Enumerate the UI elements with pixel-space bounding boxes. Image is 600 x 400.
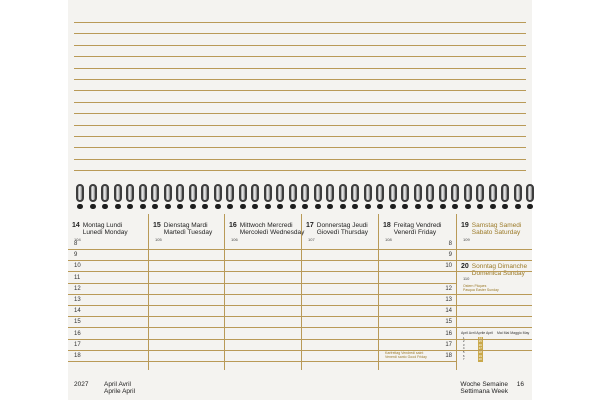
calendar-cell: 14 — [478, 335, 482, 340]
day-column-monday — [68, 214, 148, 370]
day-name-line1: Sonntag Dimanche — [471, 263, 528, 270]
spiral-ring — [126, 184, 134, 210]
day-header — [72, 222, 146, 236]
hour-label: 17 — [74, 341, 81, 348]
hour-line — [225, 327, 301, 328]
ring-wire — [139, 184, 147, 202]
day-of-year: 105 — [155, 237, 162, 242]
hour-line — [149, 327, 224, 328]
hour-line — [149, 339, 224, 340]
footer-week-label — [460, 381, 508, 395]
day-column-wednesday — [224, 214, 305, 370]
holiday-note — [385, 351, 427, 359]
hour-label: 15 — [445, 319, 452, 326]
hour-line — [68, 361, 148, 362]
day-of-year: 104 — [74, 237, 81, 242]
hour-line — [457, 316, 532, 317]
ring-wire — [501, 184, 509, 202]
day-of-year: 107 — [308, 237, 315, 242]
ring-wire — [114, 184, 122, 202]
hour-line — [457, 294, 532, 295]
hour-line — [68, 316, 148, 317]
day-header — [383, 222, 454, 236]
day-name-line1: Freitag Vendredi — [393, 222, 442, 229]
ring-hole — [177, 204, 183, 209]
ring-wire — [226, 184, 234, 202]
hour-line — [149, 283, 224, 284]
hour-line — [68, 271, 148, 272]
spiral-ring — [376, 184, 384, 210]
hour-label: 13 — [74, 297, 81, 303]
hour-line — [225, 294, 301, 295]
ring-wire — [201, 184, 209, 202]
ring-hole — [390, 204, 396, 209]
note-line — [74, 125, 526, 126]
ring-hole — [515, 204, 521, 209]
day-header — [306, 222, 376, 236]
hour-line — [149, 361, 224, 362]
weekly-planner-grid — [68, 214, 532, 370]
hour-line — [149, 271, 224, 272]
ring-hole — [340, 204, 346, 209]
hour-line — [302, 316, 378, 317]
ring-hole — [140, 204, 146, 209]
ring-hole — [315, 204, 321, 209]
ring-wire — [251, 184, 259, 202]
day-name-line1: Dienstag Mardi — [163, 222, 208, 229]
hour-line — [68, 350, 148, 351]
day-of-year: 109 — [463, 237, 470, 242]
ring-hole — [440, 204, 446, 209]
ring-wire — [351, 184, 359, 202]
hour-line — [302, 283, 378, 284]
hour-line — [302, 327, 378, 328]
day-name-line2: Giovedì Thursday — [316, 229, 368, 236]
day-name-line2: Martedì Tuesday — [163, 229, 213, 236]
hour-label: 17 — [445, 341, 452, 348]
day-column-tuesday — [148, 214, 224, 370]
hour-line — [68, 249, 148, 250]
hour-line — [302, 339, 378, 340]
holiday-line1: Ostern Pâques — [463, 284, 487, 288]
notes-lined-area — [68, 0, 532, 180]
ring-wire — [476, 184, 484, 202]
ring-wire — [301, 184, 309, 202]
note-line — [74, 33, 526, 34]
note-line — [74, 147, 526, 148]
spiral-ring — [164, 184, 172, 210]
hour-label: 16 — [74, 330, 81, 337]
hour-line — [149, 294, 224, 295]
day-number: 19 — [461, 222, 469, 229]
ring-wire — [126, 184, 134, 202]
ring-hole — [265, 204, 271, 209]
day-name-line2: Domenica Sunday — [471, 270, 525, 277]
hour-line — [379, 350, 456, 351]
weekend-column — [456, 214, 532, 370]
footer-year: 2027 — [74, 381, 89, 388]
spiral-ring — [139, 184, 147, 210]
hour-line — [225, 350, 301, 351]
hour-line — [457, 350, 532, 351]
spiral-ring — [501, 184, 509, 210]
calendar-cell: 15 — [478, 339, 482, 344]
sunday-header — [461, 263, 527, 277]
calendar-cell: 19 — [478, 353, 482, 358]
hour-line — [379, 283, 456, 284]
hour-line — [457, 260, 532, 261]
spiral-ring — [451, 184, 459, 210]
ring-wire — [276, 184, 284, 202]
hour-label: 8 — [74, 241, 78, 247]
ring-wire — [176, 184, 184, 202]
hour-line — [302, 271, 378, 272]
ring-hole — [165, 204, 171, 209]
day-column-thursday — [301, 214, 378, 370]
ring-wire — [514, 184, 522, 202]
spiral-ring — [276, 184, 284, 210]
hour-line — [225, 305, 301, 306]
page-footer — [68, 378, 532, 400]
day-number: 14 — [72, 222, 80, 229]
ring-hole — [302, 204, 308, 209]
hour-line — [225, 271, 301, 272]
hour-line — [457, 271, 532, 272]
hour-line — [302, 249, 378, 250]
hour-line — [225, 339, 301, 340]
spiral-ring — [426, 184, 434, 210]
hour-label: 14 — [445, 308, 452, 315]
ring-hole — [127, 204, 133, 209]
calendar-cell: 7 — [462, 357, 465, 362]
spiral-ring — [301, 184, 309, 210]
hour-line — [68, 283, 148, 284]
hour-label: 11 — [74, 274, 81, 281]
note-line — [74, 68, 526, 69]
ring-hole — [402, 204, 408, 209]
day-number: 15 — [153, 222, 161, 229]
hour-line — [379, 361, 456, 362]
day-name-line2: Mercoledì Wednesday — [239, 229, 305, 236]
spiral-ring — [476, 184, 484, 210]
hour-line — [379, 260, 456, 261]
hour-line — [149, 249, 224, 250]
hour-label: 10 — [445, 263, 452, 270]
hour-line — [149, 316, 224, 317]
ring-wire — [339, 184, 347, 202]
calendar-cell: 2 — [462, 339, 465, 344]
hour-line — [68, 294, 148, 295]
ring-wire — [426, 184, 434, 202]
hour-label: 12 — [74, 285, 81, 292]
ring-hole — [477, 204, 483, 209]
ring-hole — [102, 204, 108, 209]
hour-label: 9 — [74, 252, 78, 259]
hour-line — [457, 335, 532, 340]
spiral-ring — [414, 184, 422, 210]
ring-hole — [527, 204, 533, 209]
spiral-ring — [76, 184, 84, 210]
ring-wire — [214, 184, 222, 202]
spiral-binding — [68, 180, 532, 214]
note-line — [74, 45, 526, 46]
ring-wire — [89, 184, 97, 202]
spiral-ring — [101, 184, 109, 210]
spiral-ring — [239, 184, 247, 210]
calendar-cell: 6 — [462, 353, 465, 358]
ring-wire — [526, 184, 534, 202]
ring-wire — [151, 184, 159, 202]
ring-hole — [90, 204, 96, 209]
ring-wire — [439, 184, 447, 202]
day-header — [153, 222, 222, 236]
ring-hole — [290, 204, 296, 209]
ring-wire — [189, 184, 197, 202]
ring-wire — [489, 184, 497, 202]
hour-label: 18 — [74, 353, 81, 359]
hour-line — [379, 316, 456, 317]
day-name-line2: Sabato Saturday — [471, 229, 521, 236]
day-of-year: 108 — [385, 237, 392, 242]
hour-line — [457, 327, 532, 328]
mini-calendar-title: Mai Mai Maggio May — [497, 331, 530, 335]
spiral-ring — [89, 184, 97, 210]
footer-week-line1: Woche Semaine — [460, 381, 508, 388]
calendar-cell: 5 — [462, 349, 465, 354]
spiral-ring — [289, 184, 297, 210]
ring-hole — [115, 204, 121, 209]
day-number: 18 — [383, 222, 391, 229]
hour-label: 13 — [445, 297, 452, 303]
ring-hole — [365, 204, 371, 209]
ring-hole — [77, 204, 83, 209]
saturday-header — [461, 222, 521, 236]
footer-week-number: 16 — [516, 381, 524, 388]
hour-line — [68, 327, 148, 328]
calendar-cell: 4 — [462, 346, 465, 351]
note-line — [74, 102, 526, 103]
hour-line — [457, 305, 532, 306]
note-line — [74, 159, 526, 160]
hour-line — [225, 249, 301, 250]
calendar-cell: 1 — [462, 335, 465, 340]
holiday-note — [463, 284, 499, 292]
note-line — [74, 113, 526, 114]
ring-wire — [101, 184, 109, 202]
spiral-ring — [326, 184, 334, 210]
spiral-ring — [226, 184, 234, 210]
calendar-cell: 3 — [462, 342, 465, 347]
ring-wire — [414, 184, 422, 202]
holiday-line2: Venerdì santo Good Friday — [385, 355, 427, 359]
footer-week-line2: Settimana Week — [460, 388, 508, 395]
hour-line — [68, 305, 148, 306]
day-number: 17 — [306, 222, 314, 229]
spiral-ring — [389, 184, 397, 210]
hour-line — [379, 249, 456, 250]
hour-line — [379, 305, 456, 306]
hour-line — [68, 260, 148, 261]
ring-hole — [277, 204, 283, 209]
mini-calendar-may — [497, 332, 531, 337]
hour-label: 14 — [74, 308, 81, 315]
ring-hole — [240, 204, 246, 209]
ring-hole — [190, 204, 196, 209]
ring-hole — [427, 204, 433, 209]
hour-label: 16 — [445, 330, 452, 337]
spiral-ring — [514, 184, 522, 210]
ring-wire — [376, 184, 384, 202]
ring-hole — [152, 204, 158, 209]
ring-hole — [215, 204, 221, 209]
ring-wire — [314, 184, 322, 202]
spiral-ring — [314, 184, 322, 210]
calendar-cell — [489, 358, 495, 362]
spiral-ring — [201, 184, 209, 210]
spiral-ring — [214, 184, 222, 210]
spiral-ring — [489, 184, 497, 210]
ring-hole — [490, 204, 496, 209]
footer-month — [104, 381, 135, 395]
hour-line — [379, 327, 456, 328]
calendar-cell: 18 — [478, 349, 482, 354]
ring-hole — [377, 204, 383, 209]
hour-line — [302, 350, 378, 351]
day-number: 16 — [229, 222, 237, 229]
ring-wire — [364, 184, 372, 202]
day-number: 20 — [461, 263, 469, 270]
ring-wire — [264, 184, 272, 202]
ring-wire — [76, 184, 84, 202]
planner-page — [68, 0, 532, 400]
day-name-line1: Donnerstag Jeudi — [316, 222, 368, 229]
hour-label: 18 — [445, 353, 452, 359]
ring-hole — [252, 204, 258, 209]
spiral-ring — [364, 184, 372, 210]
ring-wire — [464, 184, 472, 202]
hour-line — [457, 249, 532, 250]
spiral-ring — [439, 184, 447, 210]
note-line — [74, 79, 526, 80]
calendar-cell: 17 — [478, 346, 482, 351]
spiral-ring — [526, 184, 534, 210]
hour-label: 9 — [448, 252, 452, 259]
ring-wire — [289, 184, 297, 202]
hour-line — [379, 271, 456, 272]
day-header — [229, 222, 305, 236]
spiral-ring — [339, 184, 347, 210]
ring-hole — [202, 204, 208, 209]
hour-label: 10 — [74, 263, 81, 270]
ring-wire — [239, 184, 247, 202]
day-name-line2: Lunedì Monday — [82, 229, 128, 236]
day-name-line1: Montag Lundi — [82, 222, 123, 229]
hour-line — [302, 260, 378, 261]
hour-line — [379, 294, 456, 295]
day-of-year: 106 — [231, 237, 238, 242]
hour-line — [68, 339, 148, 340]
ring-wire — [326, 184, 334, 202]
note-line — [74, 56, 526, 57]
spiral-ring — [176, 184, 184, 210]
ring-wire — [401, 184, 409, 202]
day-name-line2: Venerdì Friday — [393, 229, 437, 236]
note-line — [74, 90, 526, 91]
hour-line — [149, 260, 224, 261]
ring-wire — [451, 184, 459, 202]
spiral-ring — [251, 184, 259, 210]
hour-line — [225, 283, 301, 284]
hour-line — [302, 294, 378, 295]
ring-wire — [164, 184, 172, 202]
day-name-line1: Samstag Samedi — [471, 222, 522, 229]
ring-wire — [389, 184, 397, 202]
hour-label: 8 — [448, 241, 452, 247]
ring-hole — [352, 204, 358, 209]
ring-hole — [465, 204, 471, 209]
calendar-cell: 16 — [478, 342, 482, 347]
spiral-ring — [351, 184, 359, 210]
spiral-ring — [401, 184, 409, 210]
ring-hole — [502, 204, 508, 209]
hour-line — [149, 305, 224, 306]
note-line — [74, 136, 526, 137]
spiral-ring — [464, 184, 472, 210]
holiday-line1: Karfreitag Vendredi saint — [385, 351, 424, 355]
hour-line — [379, 339, 456, 340]
hour-line — [225, 361, 301, 362]
hour-line — [225, 260, 301, 261]
day-of-year: 110 — [463, 276, 470, 281]
spiral-ring — [264, 184, 272, 210]
ring-hole — [452, 204, 458, 209]
day-name-line1: Mittwoch Mercredi — [239, 222, 293, 229]
spiral-ring — [151, 184, 159, 210]
footer-month-line1: April Avril — [104, 381, 131, 388]
note-line — [74, 170, 526, 171]
spiral-ring — [189, 184, 197, 210]
calendar-cell: 20 — [478, 357, 482, 362]
hour-label: 12 — [445, 285, 452, 292]
hour-line — [149, 350, 224, 351]
hour-label: 15 — [74, 319, 81, 326]
hour-line — [302, 305, 378, 306]
note-line — [74, 22, 526, 23]
hour-line — [225, 316, 301, 317]
spiral-ring — [114, 184, 122, 210]
ring-hole — [415, 204, 421, 209]
day-column-friday — [378, 214, 456, 370]
holiday-line2: Pasqua Easter Sunday — [463, 288, 499, 292]
footer-month-line2: Aprile April — [104, 388, 136, 395]
ring-hole — [227, 204, 233, 209]
mini-calendar-april — [461, 332, 495, 362]
hour-line — [302, 361, 378, 362]
ring-hole — [327, 204, 333, 209]
mini-calendar-title: April Avril Aprile April — [461, 331, 494, 335]
